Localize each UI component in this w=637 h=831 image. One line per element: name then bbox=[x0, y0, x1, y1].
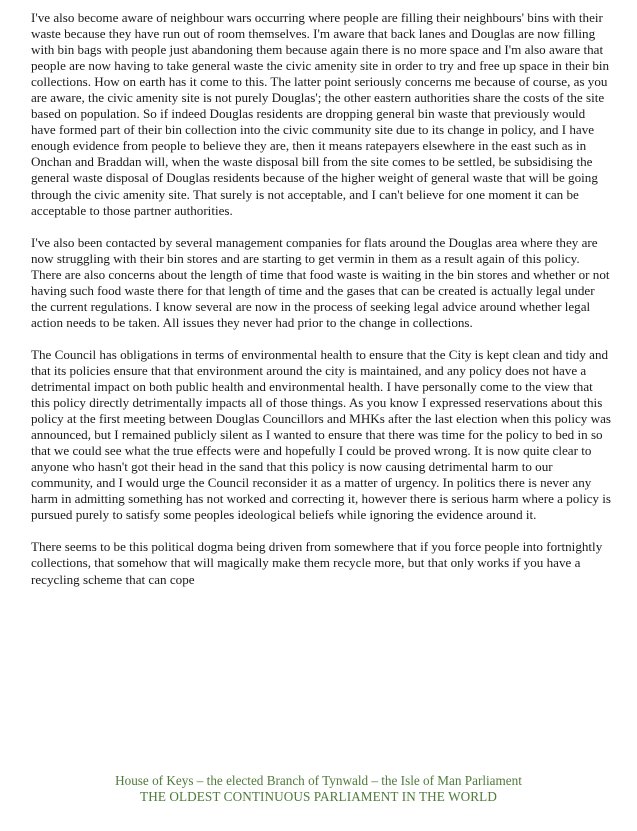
footer-motto-line: THE OLDEST CONTINUOUS PARLIAMENT IN THE WORLD bbox=[140, 789, 497, 804]
paragraph-management-companies: I've also been contacted by several management companies for flats around the Douglas area where they are now struggling with their bin stores and are starting to get vermin in them as a result again of this policy. There are also concerns about the length of time that food waste is waiting in the bin stores and whether or not having such food waste there for that length of time and the gases that can be created is actually legal under the current regulations. I know several are now in the process of seeking legal advice around whether legal action needs to be taken. All issues they never had prior to the change in collections. bbox=[31, 234, 610, 330]
letter-body bbox=[31, 10, 611, 604]
paragraph-political-dogma: There seems to be this political dogma being driven from somewhere that if you force people into fortnightly collections, that somehow that will magically make them recycle more, but that only works if you have a recycling scheme that can cope bbox=[31, 539, 603, 587]
paragraph-neighbour-wars: I've also become aware of neighbour wars occurring where people are filling their neighbours' bins with their waste because they have run out of room themselves. I'm aware that back lanes and Douglas are now filling with bin bags with people just abandoning them because again there is no more space and I'm also aware that people are now having to take general waste the civic amenity site in order to try and free up space in their bin collections. How on earth has it come to this. The latter point seriously concerns me because of course, as you are aware, the civic amenity site is not purely Douglas'; the other eastern authorities share the costs of the site based on population. So if indeed Douglas residents are dropping general bin waste that previously would have formed part of their bin collection into the civic community site due to its change in policy, and I have enough evidence from people to believe they are, then it means ratepayers elsewhere in the east such as in Onchan and Braddan will, when the waste disposal bill from the site comes to be settled, be subsidising the general waste disposal of Douglas residents because of the higher weight of general waste that will be going through the civic amenity site. That surely is not acceptable, and I can't believe for one moment it can be acceptable to those partner authorities. bbox=[31, 10, 610, 218]
paragraph-council-obligations: The Council has obligations in terms of environmental health to ensure that the City is kept clean and tidy and that its policies ensure that that environment around the city is maintained, and any policy does not have a detrimental impact on both public health and environmental health. I have personally come to the view that this policy directly detrimentally impacts all of those things. As you know I expressed reservations about this policy at the first meeting between Douglas Councillors and MHKs after the last election when this policy was announced, but I remained publicly silent as I wanted to ensure that there was time for the policy to bed in so that we could see what the true effects were and hopefully I could be proved wrong. It is now quite clear to anyone who hasn't got their head in the sand that this policy is now causing detrimental harm to our community, and I would urge the Council reconsider it as a matter of urgency. In politics there is never any harm in admitting something has not worked and correcting it, however there is serious harm where a policy is pursued purely to satisfy some peoples ideological beliefs while ignoring the evidence around it. bbox=[31, 346, 611, 523]
letterhead-footer bbox=[0, 773, 637, 805]
footer-branch-line: House of Keys – the elected Branch of Tynwald – the Isle of Man Parliament bbox=[115, 773, 522, 788]
